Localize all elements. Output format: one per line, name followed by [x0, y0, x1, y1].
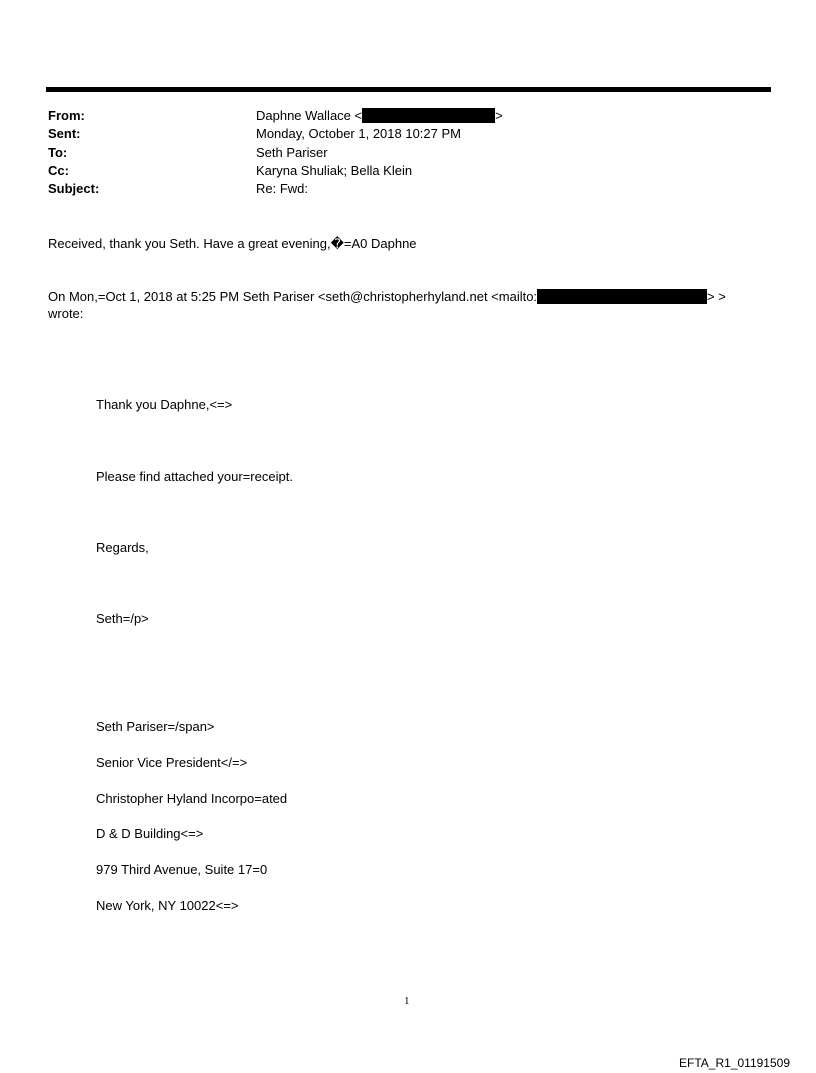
body-paragraph: Regards,	[96, 540, 149, 555]
body-paragraph: Thank you Daphne,<=>	[96, 397, 233, 412]
signature-name: Seth Pariser=/span>	[96, 719, 215, 734]
cc-value: Karyna Shuliak; Bella Klein	[256, 163, 413, 178]
subject-value: Re: Fwd:	[256, 181, 309, 196]
sent-label: Sent:	[48, 126, 81, 141]
body-paragraph: Seth=/p>	[96, 611, 149, 626]
cc-label: Cc:	[48, 163, 69, 178]
subject-label: Subject:	[48, 181, 100, 196]
quote-intro-end: > >	[707, 289, 726, 304]
from-name: Daphne Wallace <	[256, 108, 363, 123]
redaction-block	[537, 289, 707, 304]
from-value	[256, 108, 503, 124]
quote-intro	[48, 289, 726, 305]
from-label: From:	[48, 108, 85, 123]
quote-wrote: wrote:	[48, 306, 84, 321]
from-close: >	[495, 108, 503, 123]
signature-street: 979 Third Avenue, Suite 17=0	[96, 862, 268, 877]
sent-value: Monday, October 1, 2018 10:27 PM	[256, 126, 461, 141]
body-paragraph: Please find attached your=receipt.	[96, 469, 293, 484]
to-value: Seth Pariser	[256, 145, 328, 160]
signature-building: D & D Building<=>	[96, 826, 204, 841]
signature-title: Senior Vice President</=>	[96, 755, 248, 770]
redaction-block	[362, 108, 495, 123]
bates-number: EFTA_R1_01191509	[679, 1056, 790, 1070]
to-label: To:	[48, 145, 68, 160]
signature-city: New York, NY 10022<=>	[96, 898, 239, 913]
signature-company: Christopher Hyland Incorpo=ated	[96, 791, 288, 806]
reply-text: Received, thank you Seth. Have a great evening,�=A0 Daphne	[48, 236, 417, 251]
header-divider	[46, 87, 771, 92]
page-number: 1	[404, 995, 410, 1007]
quote-intro-start: On Mon,=Oct 1, 2018 at 5:25 PM Seth Pariser <seth@christopherhyland.net <mailto:	[48, 289, 538, 304]
